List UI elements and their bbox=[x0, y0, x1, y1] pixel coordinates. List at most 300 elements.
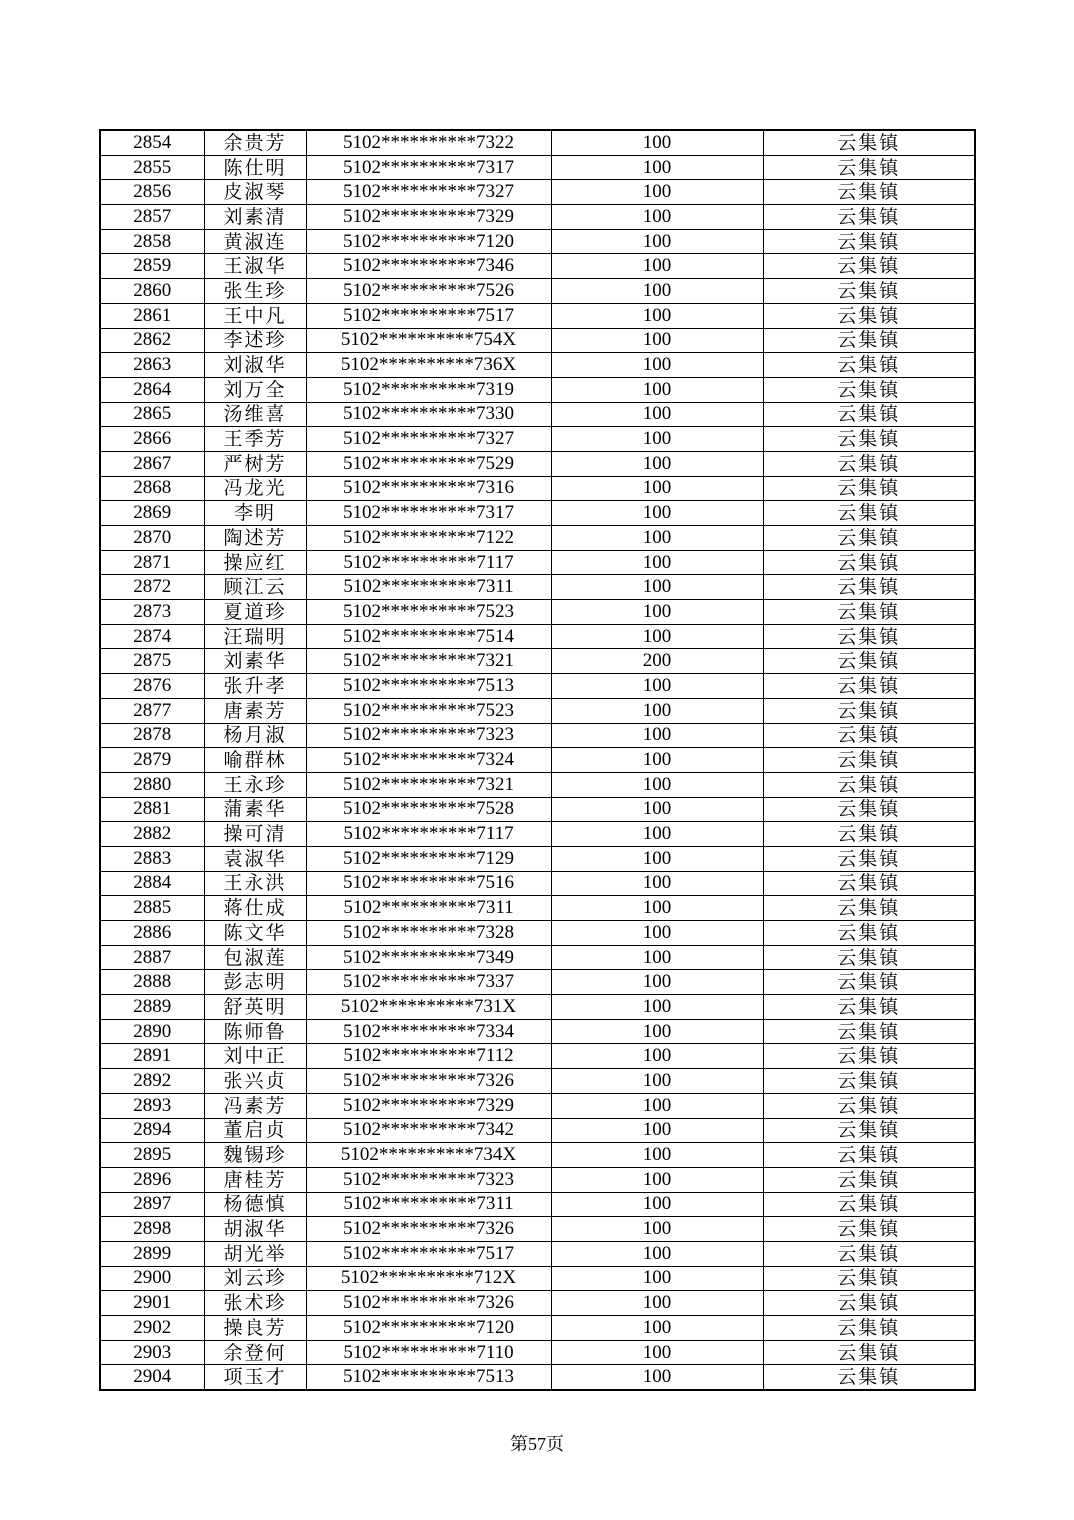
id-number-cell: 5102**********7323 bbox=[306, 723, 551, 748]
row-number-cell: 2883 bbox=[100, 846, 204, 871]
row-number-cell: 2865 bbox=[100, 402, 204, 427]
id-number-cell: 5102**********7327 bbox=[306, 180, 551, 205]
id-number-cell: 5102**********754X bbox=[306, 328, 551, 353]
name-cell: 李述珍 bbox=[204, 328, 306, 353]
table-row bbox=[100, 1167, 975, 1192]
row-number-cell: 2867 bbox=[100, 451, 204, 476]
amount-cell: 100 bbox=[551, 303, 763, 328]
amount-cell: 100 bbox=[551, 328, 763, 353]
row-number-cell: 2879 bbox=[100, 748, 204, 773]
row-number-cell: 2864 bbox=[100, 377, 204, 402]
table-row bbox=[100, 698, 975, 723]
table-row bbox=[100, 797, 975, 822]
name-cell: 项玉才 bbox=[204, 1365, 306, 1390]
name-cell: 王季芳 bbox=[204, 427, 306, 452]
row-number-cell: 2886 bbox=[100, 921, 204, 946]
amount-cell: 100 bbox=[551, 205, 763, 230]
id-number-cell: 5102**********7311 bbox=[306, 1192, 551, 1217]
name-cell: 余贵芳 bbox=[204, 130, 306, 155]
id-number-cell: 5102**********7311 bbox=[306, 575, 551, 600]
amount-cell: 100 bbox=[551, 1291, 763, 1316]
name-cell: 张升孝 bbox=[204, 674, 306, 699]
id-number-cell: 5102**********7322 bbox=[306, 130, 551, 155]
town-cell: 云集镇 bbox=[763, 501, 975, 526]
amount-cell: 100 bbox=[551, 279, 763, 304]
amount-cell: 100 bbox=[551, 130, 763, 155]
name-cell: 胡淑华 bbox=[204, 1217, 306, 1242]
row-number-cell: 2897 bbox=[100, 1192, 204, 1217]
name-cell: 喻群林 bbox=[204, 748, 306, 773]
town-cell: 云集镇 bbox=[763, 353, 975, 378]
town-cell: 云集镇 bbox=[763, 1143, 975, 1168]
name-cell: 杨月淑 bbox=[204, 723, 306, 748]
amount-cell: 100 bbox=[551, 229, 763, 254]
amount-cell: 100 bbox=[551, 526, 763, 551]
row-number-cell: 2871 bbox=[100, 550, 204, 575]
row-number-cell: 2894 bbox=[100, 1118, 204, 1143]
name-cell: 冯龙光 bbox=[204, 476, 306, 501]
table-row bbox=[100, 1241, 975, 1266]
amount-cell: 100 bbox=[551, 476, 763, 501]
amount-cell: 100 bbox=[551, 995, 763, 1020]
id-number-cell: 5102**********7110 bbox=[306, 1340, 551, 1365]
table-row bbox=[100, 1044, 975, 1069]
town-cell: 云集镇 bbox=[763, 1044, 975, 1069]
table-row bbox=[100, 748, 975, 773]
id-number-cell: 5102**********7326 bbox=[306, 1217, 551, 1242]
row-number-cell: 2870 bbox=[100, 526, 204, 551]
name-cell: 冯素芳 bbox=[204, 1093, 306, 1118]
row-number-cell: 2877 bbox=[100, 698, 204, 723]
amount-cell: 100 bbox=[551, 402, 763, 427]
roster-table bbox=[99, 129, 976, 1391]
amount-cell: 100 bbox=[551, 945, 763, 970]
name-cell: 魏锡珍 bbox=[204, 1143, 306, 1168]
id-number-cell: 5102**********7517 bbox=[306, 303, 551, 328]
id-number-cell: 5102**********7317 bbox=[306, 501, 551, 526]
row-number-cell: 2874 bbox=[100, 624, 204, 649]
id-number-cell: 5102**********7528 bbox=[306, 797, 551, 822]
town-cell: 云集镇 bbox=[763, 279, 975, 304]
name-cell: 张兴贞 bbox=[204, 1069, 306, 1094]
town-cell: 云集镇 bbox=[763, 130, 975, 155]
id-number-cell: 5102**********7342 bbox=[306, 1118, 551, 1143]
name-cell: 包淑莲 bbox=[204, 945, 306, 970]
amount-cell: 100 bbox=[551, 970, 763, 995]
table-row bbox=[100, 600, 975, 625]
town-cell: 云集镇 bbox=[763, 600, 975, 625]
table-row bbox=[100, 353, 975, 378]
name-cell: 操应红 bbox=[204, 550, 306, 575]
name-cell: 严树芳 bbox=[204, 451, 306, 476]
name-cell: 唐桂芳 bbox=[204, 1167, 306, 1192]
amount-cell: 100 bbox=[551, 377, 763, 402]
town-cell: 云集镇 bbox=[763, 526, 975, 551]
table-row bbox=[100, 377, 975, 402]
town-cell: 云集镇 bbox=[763, 377, 975, 402]
town-cell: 云集镇 bbox=[763, 427, 975, 452]
amount-cell: 100 bbox=[551, 1167, 763, 1192]
table-row bbox=[100, 1365, 975, 1390]
table-row bbox=[100, 180, 975, 205]
row-number-cell: 2857 bbox=[100, 205, 204, 230]
town-cell: 云集镇 bbox=[763, 797, 975, 822]
amount-cell: 100 bbox=[551, 550, 763, 575]
amount-cell: 100 bbox=[551, 180, 763, 205]
amount-cell: 100 bbox=[551, 254, 763, 279]
id-number-cell: 5102**********7517 bbox=[306, 1241, 551, 1266]
id-number-cell: 5102**********7346 bbox=[306, 254, 551, 279]
town-cell: 云集镇 bbox=[763, 1093, 975, 1118]
town-cell: 云集镇 bbox=[763, 1118, 975, 1143]
row-number-cell: 2893 bbox=[100, 1093, 204, 1118]
row-number-cell: 2856 bbox=[100, 180, 204, 205]
table-row bbox=[100, 1019, 975, 1044]
amount-cell: 100 bbox=[551, 501, 763, 526]
table-row bbox=[100, 130, 975, 155]
table-row bbox=[100, 1069, 975, 1094]
id-number-cell: 5102**********7513 bbox=[306, 1365, 551, 1390]
town-cell: 云集镇 bbox=[763, 995, 975, 1020]
amount-cell: 100 bbox=[551, 1118, 763, 1143]
row-number-cell: 2881 bbox=[100, 797, 204, 822]
name-cell: 陈仕明 bbox=[204, 155, 306, 180]
amount-cell: 100 bbox=[551, 1044, 763, 1069]
table-row bbox=[100, 1316, 975, 1341]
amount-cell: 100 bbox=[551, 1266, 763, 1291]
row-number-cell: 2882 bbox=[100, 822, 204, 847]
table-row bbox=[100, 846, 975, 871]
table-row bbox=[100, 526, 975, 551]
id-number-cell: 5102**********7117 bbox=[306, 550, 551, 575]
name-cell: 李明 bbox=[204, 501, 306, 526]
row-number-cell: 2904 bbox=[100, 1365, 204, 1390]
row-number-cell: 2902 bbox=[100, 1316, 204, 1341]
town-cell: 云集镇 bbox=[763, 772, 975, 797]
row-number-cell: 2885 bbox=[100, 896, 204, 921]
amount-cell: 100 bbox=[551, 1093, 763, 1118]
id-number-cell: 5102**********7120 bbox=[306, 1316, 551, 1341]
amount-cell: 100 bbox=[551, 896, 763, 921]
town-cell: 云集镇 bbox=[763, 624, 975, 649]
name-cell: 汪瑞明 bbox=[204, 624, 306, 649]
town-cell: 云集镇 bbox=[763, 871, 975, 896]
name-cell: 蒲素华 bbox=[204, 797, 306, 822]
row-number-cell: 2884 bbox=[100, 871, 204, 896]
id-number-cell: 5102**********734X bbox=[306, 1143, 551, 1168]
town-cell: 云集镇 bbox=[763, 970, 975, 995]
town-cell: 云集镇 bbox=[763, 1217, 975, 1242]
table-row bbox=[100, 649, 975, 674]
id-number-cell: 5102**********7329 bbox=[306, 1093, 551, 1118]
amount-cell: 100 bbox=[551, 1217, 763, 1242]
town-cell: 云集镇 bbox=[763, 205, 975, 230]
id-number-cell: 5102**********712X bbox=[306, 1266, 551, 1291]
id-number-cell: 5102**********7514 bbox=[306, 624, 551, 649]
id-number-cell: 5102**********7523 bbox=[306, 600, 551, 625]
row-number-cell: 2899 bbox=[100, 1241, 204, 1266]
row-number-cell: 2863 bbox=[100, 353, 204, 378]
row-number-cell: 2891 bbox=[100, 1044, 204, 1069]
amount-cell: 100 bbox=[551, 1192, 763, 1217]
amount-cell: 100 bbox=[551, 1019, 763, 1044]
table-row bbox=[100, 451, 975, 476]
table-row bbox=[100, 1291, 975, 1316]
name-cell: 顾江云 bbox=[204, 575, 306, 600]
id-number-cell: 5102**********7516 bbox=[306, 871, 551, 896]
amount-cell: 100 bbox=[551, 427, 763, 452]
name-cell: 余登何 bbox=[204, 1340, 306, 1365]
amount-cell: 100 bbox=[551, 624, 763, 649]
name-cell: 刘素华 bbox=[204, 649, 306, 674]
name-cell: 陈师鲁 bbox=[204, 1019, 306, 1044]
town-cell: 云集镇 bbox=[763, 476, 975, 501]
id-number-cell: 5102**********7327 bbox=[306, 427, 551, 452]
town-cell: 云集镇 bbox=[763, 575, 975, 600]
town-cell: 云集镇 bbox=[763, 550, 975, 575]
name-cell: 刘素清 bbox=[204, 205, 306, 230]
row-number-cell: 2878 bbox=[100, 723, 204, 748]
name-cell: 张生珍 bbox=[204, 279, 306, 304]
id-number-cell: 5102**********7329 bbox=[306, 205, 551, 230]
id-number-cell: 5102**********7326 bbox=[306, 1291, 551, 1316]
id-number-cell: 5102**********7513 bbox=[306, 674, 551, 699]
page-number: 第57页 bbox=[510, 1434, 564, 1454]
id-number-cell: 5102**********736X bbox=[306, 353, 551, 378]
id-number-cell: 5102**********7337 bbox=[306, 970, 551, 995]
name-cell: 王淑华 bbox=[204, 254, 306, 279]
table-row bbox=[100, 1093, 975, 1118]
id-number-cell: 5102**********7316 bbox=[306, 476, 551, 501]
town-cell: 云集镇 bbox=[763, 822, 975, 847]
id-number-cell: 5102**********7321 bbox=[306, 649, 551, 674]
row-number-cell: 2855 bbox=[100, 155, 204, 180]
table-row bbox=[100, 328, 975, 353]
row-number-cell: 2858 bbox=[100, 229, 204, 254]
amount-cell: 100 bbox=[551, 871, 763, 896]
row-number-cell: 2866 bbox=[100, 427, 204, 452]
town-cell: 云集镇 bbox=[763, 1167, 975, 1192]
name-cell: 夏道珍 bbox=[204, 600, 306, 625]
table-row bbox=[100, 1192, 975, 1217]
id-number-cell: 5102**********7117 bbox=[306, 822, 551, 847]
amount-cell: 100 bbox=[551, 772, 763, 797]
town-cell: 云集镇 bbox=[763, 698, 975, 723]
table-row bbox=[100, 624, 975, 649]
town-cell: 云集镇 bbox=[763, 229, 975, 254]
name-cell: 刘中正 bbox=[204, 1044, 306, 1069]
name-cell: 刘万全 bbox=[204, 377, 306, 402]
row-number-cell: 2859 bbox=[100, 254, 204, 279]
table-row bbox=[100, 575, 975, 600]
row-number-cell: 2862 bbox=[100, 328, 204, 353]
table-row bbox=[100, 205, 975, 230]
id-number-cell: 5102**********7328 bbox=[306, 921, 551, 946]
amount-cell: 100 bbox=[551, 600, 763, 625]
name-cell: 刘云珍 bbox=[204, 1266, 306, 1291]
table-row bbox=[100, 674, 975, 699]
table-row bbox=[100, 723, 975, 748]
name-cell: 皮淑琴 bbox=[204, 180, 306, 205]
table-row bbox=[100, 871, 975, 896]
town-cell: 云集镇 bbox=[763, 180, 975, 205]
table-row bbox=[100, 772, 975, 797]
name-cell: 王永洪 bbox=[204, 871, 306, 896]
town-cell: 云集镇 bbox=[763, 1291, 975, 1316]
town-cell: 云集镇 bbox=[763, 748, 975, 773]
amount-cell: 100 bbox=[551, 674, 763, 699]
id-number-cell: 5102**********7321 bbox=[306, 772, 551, 797]
name-cell: 蒋仕成 bbox=[204, 896, 306, 921]
row-number-cell: 2854 bbox=[100, 130, 204, 155]
table-row bbox=[100, 476, 975, 501]
amount-cell: 100 bbox=[551, 846, 763, 871]
id-number-cell: 5102**********7323 bbox=[306, 1167, 551, 1192]
amount-cell: 100 bbox=[551, 748, 763, 773]
table-row bbox=[100, 1266, 975, 1291]
name-cell: 汤维喜 bbox=[204, 402, 306, 427]
town-cell: 云集镇 bbox=[763, 1340, 975, 1365]
table-row bbox=[100, 279, 975, 304]
town-cell: 云集镇 bbox=[763, 649, 975, 674]
name-cell: 黄淑连 bbox=[204, 229, 306, 254]
id-number-cell: 5102**********731X bbox=[306, 995, 551, 1020]
town-cell: 云集镇 bbox=[763, 1019, 975, 1044]
town-cell: 云集镇 bbox=[763, 723, 975, 748]
row-number-cell: 2903 bbox=[100, 1340, 204, 1365]
amount-cell: 100 bbox=[551, 1143, 763, 1168]
id-number-cell: 5102**********7129 bbox=[306, 846, 551, 871]
name-cell: 张术珍 bbox=[204, 1291, 306, 1316]
name-cell: 陶述芳 bbox=[204, 526, 306, 551]
name-cell: 彭志明 bbox=[204, 970, 306, 995]
id-number-cell: 5102**********7112 bbox=[306, 1044, 551, 1069]
row-number-cell: 2861 bbox=[100, 303, 204, 328]
id-number-cell: 5102**********7324 bbox=[306, 748, 551, 773]
table-row bbox=[100, 995, 975, 1020]
town-cell: 云集镇 bbox=[763, 1316, 975, 1341]
id-number-cell: 5102**********7334 bbox=[306, 1019, 551, 1044]
table-row bbox=[100, 1217, 975, 1242]
row-number-cell: 2876 bbox=[100, 674, 204, 699]
amount-cell: 100 bbox=[551, 723, 763, 748]
row-number-cell: 2898 bbox=[100, 1217, 204, 1242]
table-row bbox=[100, 402, 975, 427]
table-row bbox=[100, 1143, 975, 1168]
amount-cell: 100 bbox=[551, 575, 763, 600]
table-row bbox=[100, 229, 975, 254]
town-cell: 云集镇 bbox=[763, 303, 975, 328]
row-number-cell: 2869 bbox=[100, 501, 204, 526]
name-cell: 董启贞 bbox=[204, 1118, 306, 1143]
amount-cell: 100 bbox=[551, 822, 763, 847]
name-cell: 唐素芳 bbox=[204, 698, 306, 723]
name-cell: 刘淑华 bbox=[204, 353, 306, 378]
name-cell: 王永珍 bbox=[204, 772, 306, 797]
amount-cell: 100 bbox=[551, 1365, 763, 1390]
id-number-cell: 5102**********7349 bbox=[306, 945, 551, 970]
row-number-cell: 2895 bbox=[100, 1143, 204, 1168]
amount-cell: 100 bbox=[551, 921, 763, 946]
amount-cell: 100 bbox=[551, 1316, 763, 1341]
row-number-cell: 2901 bbox=[100, 1291, 204, 1316]
town-cell: 云集镇 bbox=[763, 1241, 975, 1266]
id-number-cell: 5102**********7311 bbox=[306, 896, 551, 921]
name-cell: 王中凡 bbox=[204, 303, 306, 328]
table-row bbox=[100, 822, 975, 847]
id-number-cell: 5102**********7330 bbox=[306, 402, 551, 427]
table-row bbox=[100, 1340, 975, 1365]
town-cell: 云集镇 bbox=[763, 254, 975, 279]
row-number-cell: 2860 bbox=[100, 279, 204, 304]
row-number-cell: 2892 bbox=[100, 1069, 204, 1094]
id-number-cell: 5102**********7526 bbox=[306, 279, 551, 304]
amount-cell: 100 bbox=[551, 155, 763, 180]
amount-cell: 200 bbox=[551, 649, 763, 674]
amount-cell: 100 bbox=[551, 698, 763, 723]
row-number-cell: 2896 bbox=[100, 1167, 204, 1192]
table-row bbox=[100, 303, 975, 328]
name-cell: 陈文华 bbox=[204, 921, 306, 946]
row-number-cell: 2890 bbox=[100, 1019, 204, 1044]
row-number-cell: 2873 bbox=[100, 600, 204, 625]
town-cell: 云集镇 bbox=[763, 896, 975, 921]
id-number-cell: 5102**********7120 bbox=[306, 229, 551, 254]
table-row bbox=[100, 155, 975, 180]
table-row bbox=[100, 945, 975, 970]
table-row bbox=[100, 427, 975, 452]
amount-cell: 100 bbox=[551, 1069, 763, 1094]
row-number-cell: 2888 bbox=[100, 970, 204, 995]
amount-cell: 100 bbox=[551, 1340, 763, 1365]
town-cell: 云集镇 bbox=[763, 1192, 975, 1217]
id-number-cell: 5102**********7317 bbox=[306, 155, 551, 180]
name-cell: 袁淑华 bbox=[204, 846, 306, 871]
town-cell: 云集镇 bbox=[763, 1266, 975, 1291]
town-cell: 云集镇 bbox=[763, 155, 975, 180]
town-cell: 云集镇 bbox=[763, 328, 975, 353]
name-cell: 操可清 bbox=[204, 822, 306, 847]
id-number-cell: 5102**********7529 bbox=[306, 451, 551, 476]
name-cell: 操良芳 bbox=[204, 1316, 306, 1341]
roster-table-body bbox=[100, 130, 975, 1390]
name-cell: 舒英明 bbox=[204, 995, 306, 1020]
town-cell: 云集镇 bbox=[763, 921, 975, 946]
town-cell: 云集镇 bbox=[763, 945, 975, 970]
table-row bbox=[100, 970, 975, 995]
amount-cell: 100 bbox=[551, 1241, 763, 1266]
row-number-cell: 2889 bbox=[100, 995, 204, 1020]
table-row bbox=[100, 921, 975, 946]
id-number-cell: 5102**********7122 bbox=[306, 526, 551, 551]
name-cell: 胡光举 bbox=[204, 1241, 306, 1266]
row-number-cell: 2875 bbox=[100, 649, 204, 674]
town-cell: 云集镇 bbox=[763, 402, 975, 427]
id-number-cell: 5102**********7523 bbox=[306, 698, 551, 723]
town-cell: 云集镇 bbox=[763, 1069, 975, 1094]
table-row bbox=[100, 1118, 975, 1143]
town-cell: 云集镇 bbox=[763, 1365, 975, 1390]
table-row bbox=[100, 550, 975, 575]
name-cell: 杨德慎 bbox=[204, 1192, 306, 1217]
table-row bbox=[100, 896, 975, 921]
row-number-cell: 2880 bbox=[100, 772, 204, 797]
row-number-cell: 2872 bbox=[100, 575, 204, 600]
amount-cell: 100 bbox=[551, 353, 763, 378]
row-number-cell: 2868 bbox=[100, 476, 204, 501]
row-number-cell: 2887 bbox=[100, 945, 204, 970]
table-row bbox=[100, 501, 975, 526]
